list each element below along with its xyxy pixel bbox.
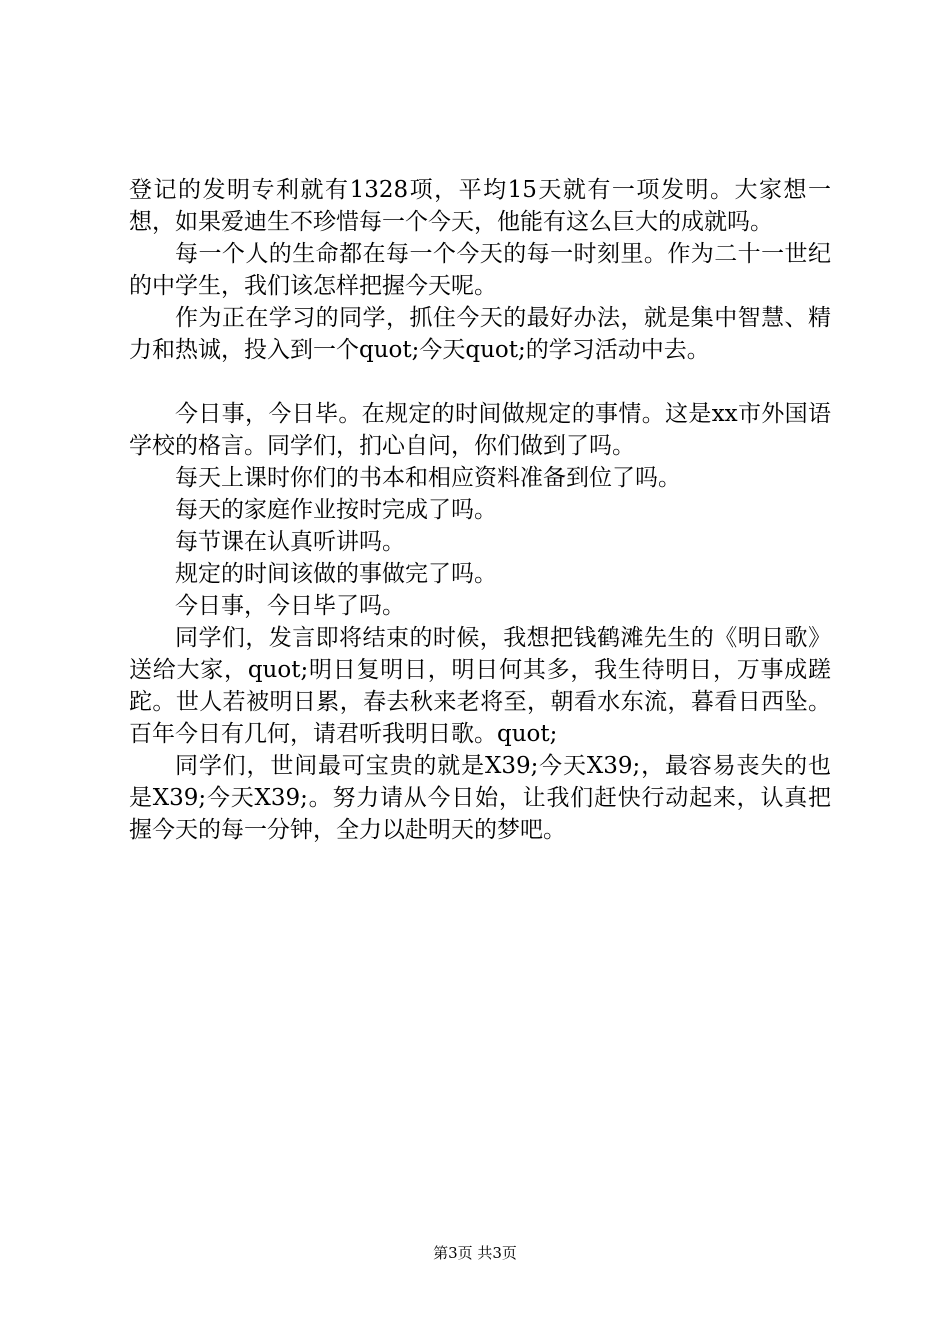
paragraph-closing: 同学们，世间最可宝贵的就是X39;今天X39;，最容易丧失的也是X39;今天X39;。努力请从今日始，让我们赶快行动起来，认真把握今天的每一分钟，全力以赴明天的梦吧。	[129, 753, 831, 843]
paragraph-life-today: 每一个人的生命都在每一个今天的每一时刻里。作为二十一世纪的中学生，我们该怎样把握今天呢。	[129, 241, 831, 299]
paragraph-tomorrow-song: 同学们，发言即将结束的时候，我想把钱鹤滩先生的《明日歌》送给大家，quot;明日复明日，明日何其多，我生待明日，万事成蹉跎。世人若被明日累，春去秋来老将至，朝看水东流，暮看日西坠。百年今日有几何，请君听我明日歌。quot;	[129, 625, 831, 747]
question-today-done: 今日事，今日毕了吗。	[175, 593, 405, 619]
paragraph-edison: 登记的发明专利就有1328项，平均15天就有一项发明。大家想一想，如果爱迪生不珍惜每一个今天，他能有这么巨大的成就吗。	[129, 177, 831, 235]
page-number-footer: 第3页 共3页	[433, 1244, 517, 1262]
paragraph-study-today: 作为正在学习的同学，抓住今天的最好办法，就是集中智慧、精力和热诚，投入到一个quot;今天quot;的学习活动中去。	[129, 305, 831, 363]
paragraph-spacer	[129, 366, 831, 398]
paragraph-school-motto: 今日事，今日毕。在规定的时间做规定的事情。这是xx市外国语学校的格言。同学们，扪心自问，你们做到了吗。	[129, 401, 831, 459]
document-body	[129, 174, 831, 846]
question-homework: 每天的家庭作业按时完成了吗。	[175, 497, 497, 523]
question-tasks-done: 规定的时间该做的事做完了吗。	[175, 561, 497, 587]
question-materials: 每天上课时你们的书本和相应资料准备到位了吗。	[175, 465, 681, 491]
question-listening: 每节课在认真听讲吗。	[175, 529, 405, 555]
